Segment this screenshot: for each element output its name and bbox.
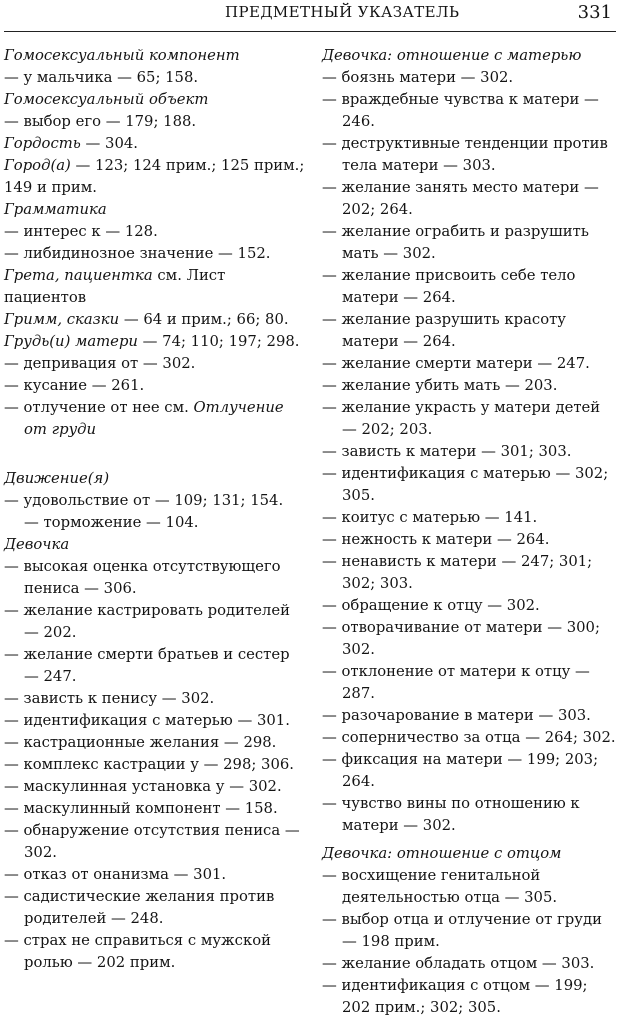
- index-subentry: — высокая оценка отсутствующего пениса — 306.: [4, 558, 281, 597]
- index-subentry: — страх не справиться с мужской ролью — 202 прим.: [4, 932, 271, 971]
- index-subentry: — ненависть к матери — 247; 301; 302; 303.: [322, 553, 593, 592]
- index-subentry: — желание занять место матери — 202; 264.: [322, 179, 599, 218]
- index-subentry: — желание разрушить красоту матери — 264.: [322, 311, 567, 350]
- index-subentry: — соперничество за отца — 264; 302.: [322, 729, 616, 746]
- index-subentry: — комплекс кастрации у — 298; 306.: [4, 756, 294, 773]
- index-subentry: — маскулинная установка у — 302.: [4, 778, 282, 795]
- index-subentry: — коитус с матерью — 141.: [322, 509, 538, 526]
- index-subentry: — торможение — 104.: [24, 514, 199, 531]
- index-subentry: — зависть к пенису — 302.: [4, 690, 215, 707]
- index-subentry: — садистические желания против родителей — 248.: [4, 888, 275, 927]
- index-subentry: — фиксация на матери — 199; 203; 264.: [322, 751, 599, 790]
- index-heading: Грамматика: [4, 201, 107, 218]
- index-subentry: — либидинозное значение — 152.: [4, 245, 271, 262]
- index-heading: Грета, пациентка см. Лист пациентов: [4, 267, 226, 306]
- index-subentry: — интерес к — 128.: [4, 223, 158, 240]
- index-heading: Город(а) — 123; 124 прим.; 125 прим.; 149 и прим.: [4, 157, 305, 196]
- index-subentry: — депривация от — 302.: [4, 355, 196, 372]
- index-column-left: [4, 45, 306, 974]
- index-subentry: — кастрационные желания — 298.: [4, 734, 277, 751]
- index-subentry: — желание смерти матери — 247.: [322, 355, 590, 372]
- index-subentry: — отказ от онанизма — 301.: [4, 866, 227, 883]
- entry-spacer: [4, 441, 306, 468]
- index-heading: Движение(я): [4, 470, 110, 487]
- index-subentry: — удовольствие от — 109; 131; 154.: [4, 492, 284, 509]
- index-subentry: — желание присвоить себе тело матери — 264.: [322, 267, 576, 306]
- index-subentry: — боязнь матери — 302.: [322, 69, 514, 86]
- index-subentry: — отклонение от матери к отцу — 287.: [322, 663, 590, 702]
- index-subentry: — кусание — 261.: [4, 377, 145, 394]
- index-subentry: — враждебные чувства к матери — 246.: [322, 91, 599, 130]
- index-subentry: — желание кастрировать родителей — 202.: [4, 602, 290, 641]
- index-subentry: — обнаружение отсутствия пениса — 302.: [4, 822, 300, 861]
- index-heading: Девочка: отношение с матерью: [322, 47, 582, 64]
- index-heading: Гомосексуальный объект: [4, 91, 209, 108]
- index-subentry: — выбор отца и отлучение от груди — 198 прим.: [322, 911, 602, 950]
- index-subentry: — разочарование в матери — 303.: [322, 707, 591, 724]
- index-column-right: [322, 45, 616, 1019]
- index-subentry: — маскулинный компонент — 158.: [4, 800, 278, 817]
- index-subentry: — чувство вины по отношению к матери — 302.: [322, 795, 580, 834]
- index-subentry: — желание смерти братьев и сестер — 247.: [4, 646, 290, 685]
- index-subentry: — деструктивные тенденции против тела матери — 303.: [322, 135, 608, 174]
- index-heading: Девочка: [4, 536, 70, 553]
- index-heading: Гримм, сказки — 64 и прим.; 66; 80.: [4, 311, 289, 328]
- header-divider: [4, 31, 616, 32]
- index-subentry: — отворачивание от матери — 300; 302.: [322, 619, 600, 658]
- index-subentry: — желание украсть у матери детей — 202; 203.: [322, 399, 601, 438]
- index-subentry: — идентификация с отцом — 199; 202 прим.; 302; 305.: [322, 977, 588, 1016]
- index-subentry: — идентификация с матерью — 301.: [4, 712, 290, 729]
- index-subentry: — отлучение от нее см. Отлучение от груди: [4, 399, 284, 438]
- page-number: 331: [577, 2, 612, 23]
- running-title: ПРЕДМЕТНЫЙ УКАЗАТЕЛЬ: [225, 3, 460, 21]
- index-subentry: — у мальчика — 65; 158.: [4, 69, 199, 86]
- index-subentry: — желание убить мать — 203.: [322, 377, 558, 394]
- index-subentry: — идентификация с матерью — 302; 305.: [322, 465, 609, 504]
- index-subentry: — зависть к матери — 301; 303.: [322, 443, 572, 460]
- index-subentry: — восхищение генитальной деятельностью отца — 305.: [322, 867, 558, 906]
- index-subentry: — желание обладать отцом — 303.: [322, 955, 595, 972]
- index-heading: Грудь(и) матери — 74; 110; 197; 298.: [4, 333, 300, 350]
- index-heading: Гомосексуальный компонент: [4, 47, 240, 64]
- index-heading: Гордость — 304.: [4, 135, 138, 152]
- index-heading: Девочка: отношение с отцом: [322, 845, 562, 862]
- index-subentry: — желание ограбить и разрушить мать — 302.: [322, 223, 589, 262]
- index-subentry: — нежность к матери — 264.: [322, 531, 550, 548]
- index-subentry: — обращение к отцу — 302.: [322, 597, 540, 614]
- page-header: [0, 0, 620, 40]
- index-subentry: — выбор его — 179; 188.: [4, 113, 197, 130]
